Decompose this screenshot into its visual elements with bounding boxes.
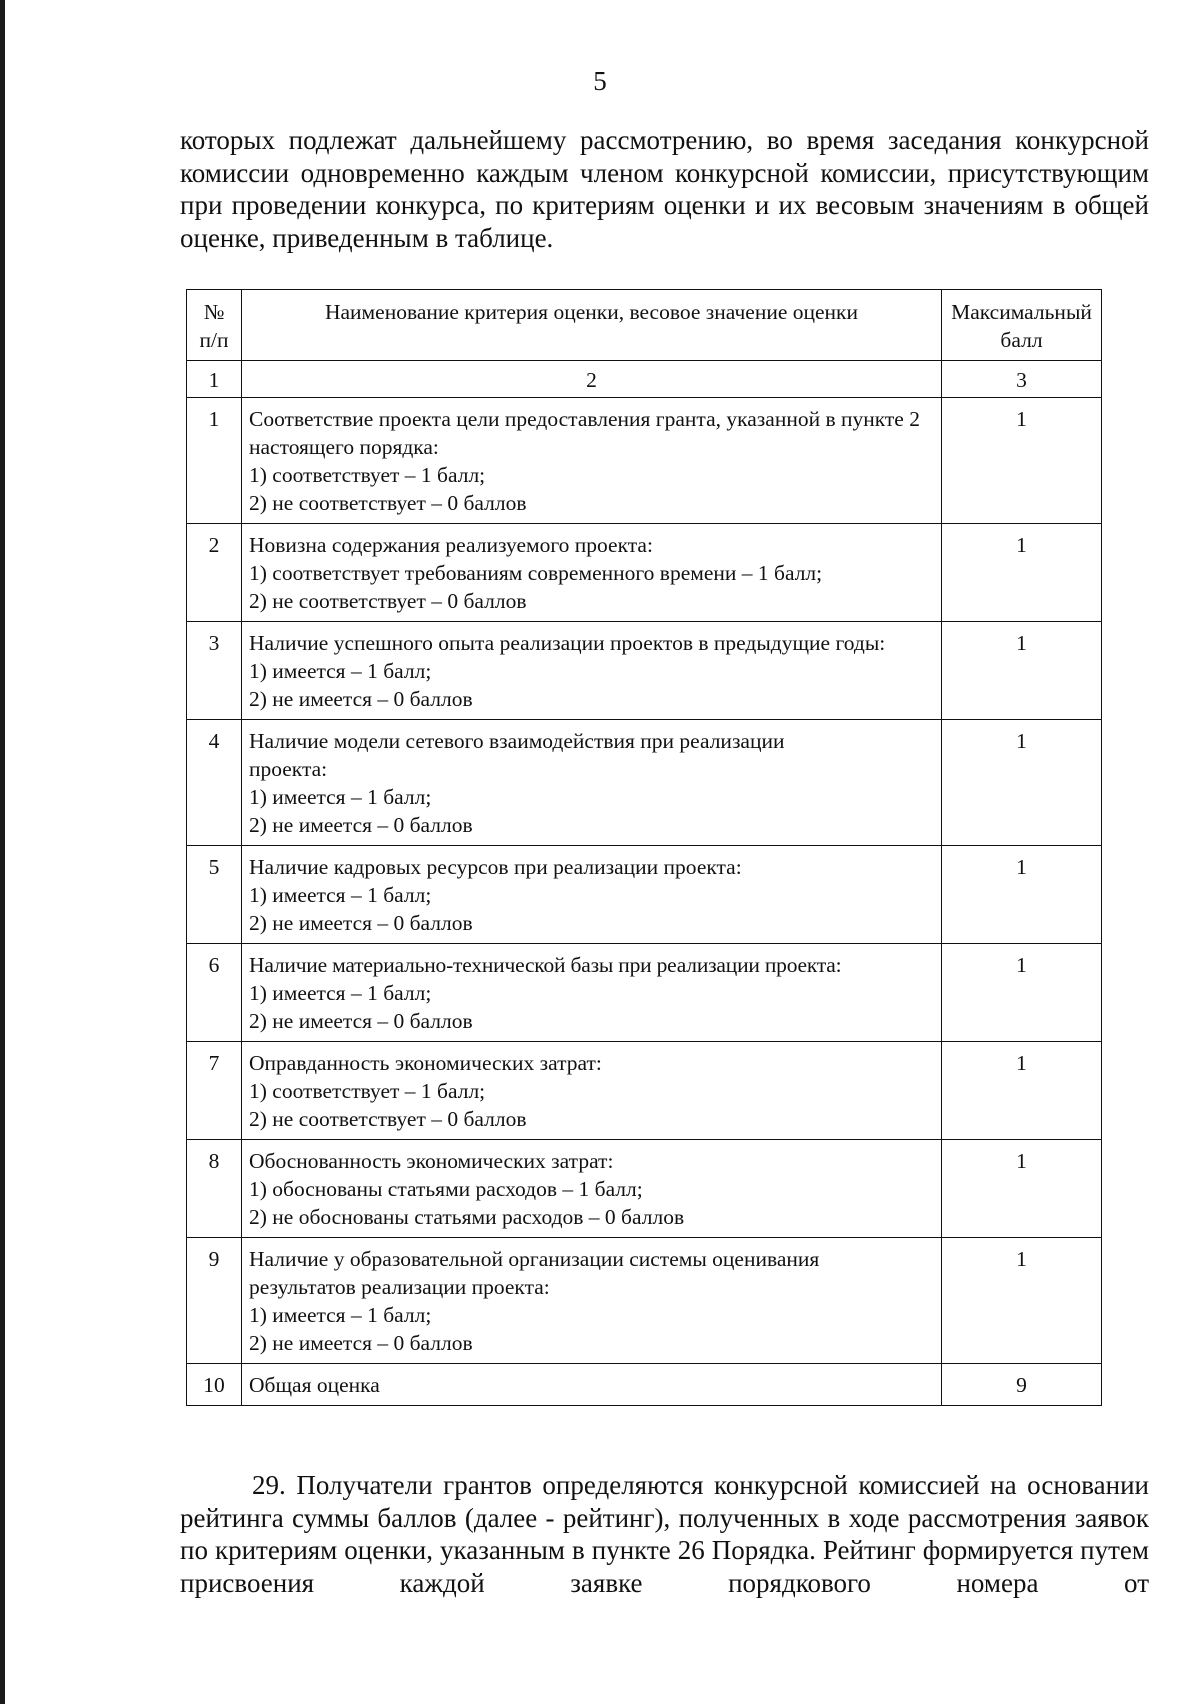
criterion-option: 2) не имеется – 0 баллов xyxy=(249,1009,473,1033)
criterion-option: 1) обоснованы статьями расходов – 1 балл; xyxy=(249,1177,643,1201)
table-total-row xyxy=(187,1364,1102,1406)
header-num: № п/п xyxy=(187,290,242,361)
criterion-option: 1) имеется – 1 балл; xyxy=(249,1303,432,1327)
max-score: 1 xyxy=(942,1238,1102,1364)
criterion-title: Наличие материально-технической базы при реализации проекта: xyxy=(249,953,842,977)
table-row xyxy=(187,524,1102,622)
row-number: 1 xyxy=(187,398,242,524)
criterion-option: 2) не имеется – 0 баллов xyxy=(249,1331,473,1355)
paragraph-29-text: 29. Получатели грантов определяются конкурсной комиссией на основании рейтинга суммы баллов (далее - рейтинг), полученных в ходе рассмотрения заявок по критериям оценки, указанным в пункте 26 Порядка. Рейтинг формируется путем присвоения каждой заявке порядкового номера от xyxy=(180,1470,1149,1598)
criterion-option: 1) имеется – 1 балл; xyxy=(249,883,432,907)
criterion-title: Новизна содержания реализуемого проекта: xyxy=(249,533,653,557)
criterion-cell xyxy=(242,1042,942,1140)
row-number: 4 xyxy=(187,720,242,846)
column-index: 2 xyxy=(242,361,942,398)
criterion-title: Наличие кадровых ресурсов при реализации проекта: xyxy=(249,855,742,879)
criterion-option: 1) соответствует – 1 балл; xyxy=(249,463,486,487)
row-number: 3 xyxy=(187,622,242,720)
page-number: 5 xyxy=(593,66,607,96)
criterion-option: 1) имеется – 1 балл; xyxy=(249,785,432,809)
row-number: 9 xyxy=(187,1238,242,1364)
criterion-title: Обоснованность экономических затрат: xyxy=(249,1149,614,1173)
criterion-option: 1) имеется – 1 балл; xyxy=(249,659,432,683)
criterion-cell xyxy=(242,846,942,944)
criterion-option: 2) не соответствует – 0 баллов xyxy=(249,589,527,613)
table-row xyxy=(187,1140,1102,1238)
row-number: 2 xyxy=(187,524,242,622)
criterion-cell xyxy=(242,944,942,1042)
max-score: 1 xyxy=(942,622,1102,720)
column-index-row xyxy=(187,361,1102,398)
header-criterion: Наименование критерия оценки, весовое значение оценки xyxy=(242,290,942,361)
table-row xyxy=(187,720,1102,846)
paragraph-29 xyxy=(180,1469,1149,1599)
row-number: 7 xyxy=(187,1042,242,1140)
header-max-score: Максимальный балл xyxy=(942,290,1102,361)
max-score: 1 xyxy=(942,944,1102,1042)
criterion-option: 1) соответствует – 1 балл; xyxy=(249,1079,486,1103)
criterion-option: 2) не соответствует – 0 баллов xyxy=(249,491,527,515)
max-score: 1 xyxy=(942,846,1102,944)
criterion-option: 2) не обоснованы статьями расходов – 0 баллов xyxy=(249,1205,685,1229)
max-score: 1 xyxy=(942,1042,1102,1140)
criterion-option: 1) имеется – 1 балл; xyxy=(249,981,432,1005)
criterion-title: Соответствие проекта цели предоставления гранта, указанной в пункте 2 настоящего порядка: xyxy=(249,407,920,459)
table-row xyxy=(187,944,1102,1042)
intro-paragraph: которых подлежат дальнейшему рассмотрению, во время заседания конкурсной комиссии одновременно каждым членом конкурсной комиссии, присутствующим при проведении конкурса, по критериям оценки и их весовым значениям в общей оценке, приведенным в таблице. xyxy=(180,125,1149,253)
max-score: 1 xyxy=(942,1140,1102,1238)
criterion-cell xyxy=(242,1238,942,1364)
criterion-option: 2) не имеется – 0 баллов xyxy=(249,687,473,711)
max-score: 1 xyxy=(942,398,1102,524)
criterion-title: Наличие у образовательной организации системы оценивания результатов реализации проекта: xyxy=(249,1247,820,1299)
criterion-title: Оправданность экономических затрат: xyxy=(249,1051,602,1075)
table-row xyxy=(187,1042,1102,1140)
table-row xyxy=(187,1238,1102,1364)
criterion-option: 2) не имеется – 0 баллов xyxy=(249,813,473,837)
criterion-option: 2) не имеется – 0 баллов xyxy=(249,911,473,935)
total-label: Общая оценка xyxy=(242,1364,942,1406)
column-index: 1 xyxy=(187,361,242,398)
criterion-title: Наличие успешного опыта реализации проектов в предыдущие годы: xyxy=(249,631,886,655)
table-row xyxy=(187,846,1102,944)
criterion-cell xyxy=(242,720,942,846)
max-score: 1 xyxy=(942,524,1102,622)
column-index: 3 xyxy=(942,361,1102,398)
table-row xyxy=(187,622,1102,720)
criterion-cell xyxy=(242,1140,942,1238)
criterion-title: Наличие модели сетевого взаимодействия при реализации проекта: xyxy=(249,729,785,781)
max-score: 1 xyxy=(942,720,1102,846)
table-row xyxy=(187,398,1102,524)
row-number: 10 xyxy=(187,1364,242,1406)
criterion-cell xyxy=(242,398,942,524)
criterion-option: 2) не соответствует – 0 баллов xyxy=(249,1107,527,1131)
row-number: 5 xyxy=(187,846,242,944)
row-number: 6 xyxy=(187,944,242,1042)
criterion-cell xyxy=(242,622,942,720)
scan-left-edge xyxy=(0,0,5,1704)
total-score: 9 xyxy=(942,1364,1102,1406)
criterion-cell xyxy=(242,524,942,622)
criteria-table xyxy=(186,289,1102,1406)
table-header-row xyxy=(187,290,1102,361)
criterion-option: 1) соответствует требованиям современного времени – 1 балл; xyxy=(249,561,823,585)
row-number: 8 xyxy=(187,1140,242,1238)
